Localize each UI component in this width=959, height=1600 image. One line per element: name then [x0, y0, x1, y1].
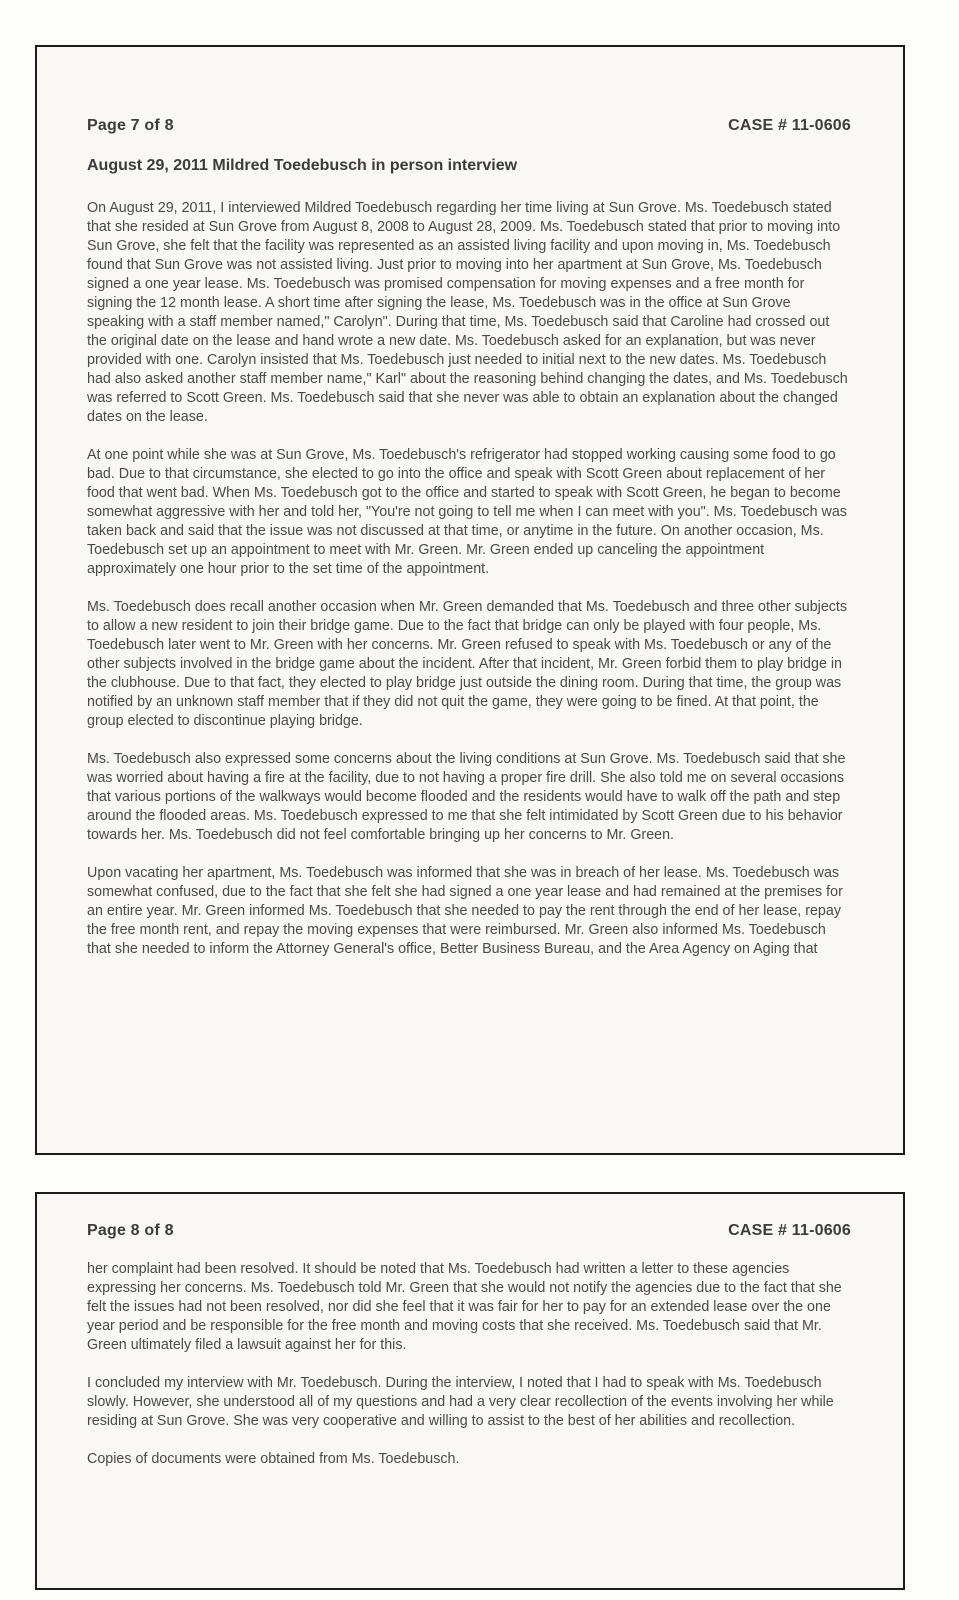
- page-content: [37, 1194, 903, 1469]
- page-number: Page 8 of 8: [87, 1222, 174, 1239]
- case-number: CASE # 11-0606: [728, 117, 851, 134]
- case-number: CASE # 11-0606: [728, 1222, 851, 1239]
- paragraph: Ms. Toedebusch also expressed some concerns about the living conditions at Sun Grove. Ms. Toedebusch said that she was worried about having a fire at the facility, due to not having a proper fire drill. She also told me on several occasions that various portions of the walkways would become flooded and the residents would have to walk off the path and step around the flooded areas. Ms. Toedebusch expressed to me that she felt intimidated by Scott Green due to his behavior towards her. Ms. Toedebusch did not feel comfortable bringing up her concerns to Mr. Green.: [87, 751, 846, 843]
- paragraph: her complaint had been resolved. It should be noted that Ms. Toedebusch had written a letter to these agencies expressing her concerns. Ms. Toedebusch told Mr. Green that she would not notify the agencies due to the fact that she felt the issues had not been resolved, nor did she feel that it was fair for her to pay for an extended lease over the one year period and be responsible for the free month and moving costs that she received. Ms. Toedebusch said that Mr. Green ultimately filed a lawsuit against her for this.: [87, 1261, 842, 1353]
- document-body: [87, 199, 851, 959]
- paragraph: I concluded my interview with Mr. Toedebusch. During the interview, I noted that I had to speak with Ms. Toedebusch slowly. However, she understood all of my questions and had a very clear recollection of the events involving her while residing at Sun Grove. She was very cooperative and willing to assist to the best of her abilities and recollection.: [87, 1375, 834, 1429]
- page-sheet-7: [35, 45, 905, 1155]
- page-header: [87, 117, 851, 135]
- document-heading: August 29, 2011 Mildred Toedebusch in person interview: [87, 157, 518, 174]
- page-header: [87, 1222, 851, 1240]
- paragraph: At one point while she was at Sun Grove, Ms. Toedebusch's refrigerator had stopped working causing some food to go bad. Due to that circumstance, she elected to go into the office and speak with Scott Green about replacement of her food that went bad. When Ms. Toedebusch got to the office and started to speak with Scott Green, he began to become somewhat aggressive with her and told her, "You're not going to tell me when I can meet with you". Ms. Toedebusch was taken back and said that the issue was not discussed at that time, or anytime in the future. On another occasion, Ms. Toedebusch set up an appointment to meet with Mr. Green. Mr. Green ended up canceling the appointment approximately one hour prior to the set time of the appointment.: [87, 447, 847, 577]
- paragraph: Upon vacating her apartment, Ms. Toedebusch was informed that she was in breach of her lease. Ms. Toedebusch was somewhat confused, due to the fact that she felt she had signed a one year lease and had remained at the premises for an entire year. Mr. Green informed Ms. Toedebusch that she needed to pay the rent through the end of her lease, repay the free month rent, and repay the moving expenses that were reimbursed. Mr. Green also informed Ms. Toedebusch that she needed to inform the Attorney General's office, Better Business Bureau, and the Area Agency on Aging that: [87, 865, 843, 957]
- paragraph: Ms. Toedebusch does recall another occasion when Mr. Green demanded that Ms. Toedebusch and three other subjects to allow a new resident to join their bridge game. Due to the fact that bridge can only be played with four people, Ms. Toedebusch later went to Mr. Green with her concerns. Mr. Green refused to speak with Ms. Toedebusch or any of the other subjects involved in the bridge game about the incident. After that incident, Mr. Green forbid them to play bridge in the clubhouse. Due to that fact, they elected to play bridge just outside the dining room. During that time, the group was notified by an unknown staff member that if they did not quit the game, they were going to be fined. At that point, the group elected to discontinue playing bridge.: [87, 599, 848, 729]
- document-body: [87, 1260, 851, 1469]
- paragraph: On August 29, 2011, I interviewed Mildred Toedebusch regarding her time living at Sun Grove. Ms. Toedebusch stated that she resided at Sun Grove from August 8, 2008 to August 28, 2009. Ms. Toedebusch stated that prior to moving into Sun Grove, she felt that the facility was represented as an assisted living facility and upon moving in, Ms. Toedebusch found that Sun Grove was not assisted living. Just prior to moving into her apartment at Sun Grove, Ms. Toedebusch signed a one year lease. Ms. Toedebusch was promised compensation for moving expenses and a free month for signing the 12 month lease. A short time after signing the lease, Ms. Toedebusch was in the office at Sun Grove speaking with a staff member named," Carolyn". During that time, Ms. Toedebusch said that Caroline had crossed out the original date on the lease and hand wrote a new date. Ms. Toedebusch asked for an explanation, but was never provided with one. Carolyn insisted that Ms. Toedebusch just needed to initial next to the new dates. Ms. Toedebusch had also asked another staff member name," Karl" about the reasoning behind changing the dates, and Ms. Toedebusch was referred to Scott Green. Ms. Toedebusch said that she never was able to obtain an explanation about the changed dates on the lease.: [87, 200, 848, 425]
- paragraph: Copies of documents were obtained from Ms. Toedebusch.: [87, 1451, 460, 1467]
- page-content: [37, 47, 903, 959]
- page-sheet-8: [35, 1192, 905, 1590]
- page-number: Page 7 of 8: [87, 117, 174, 134]
